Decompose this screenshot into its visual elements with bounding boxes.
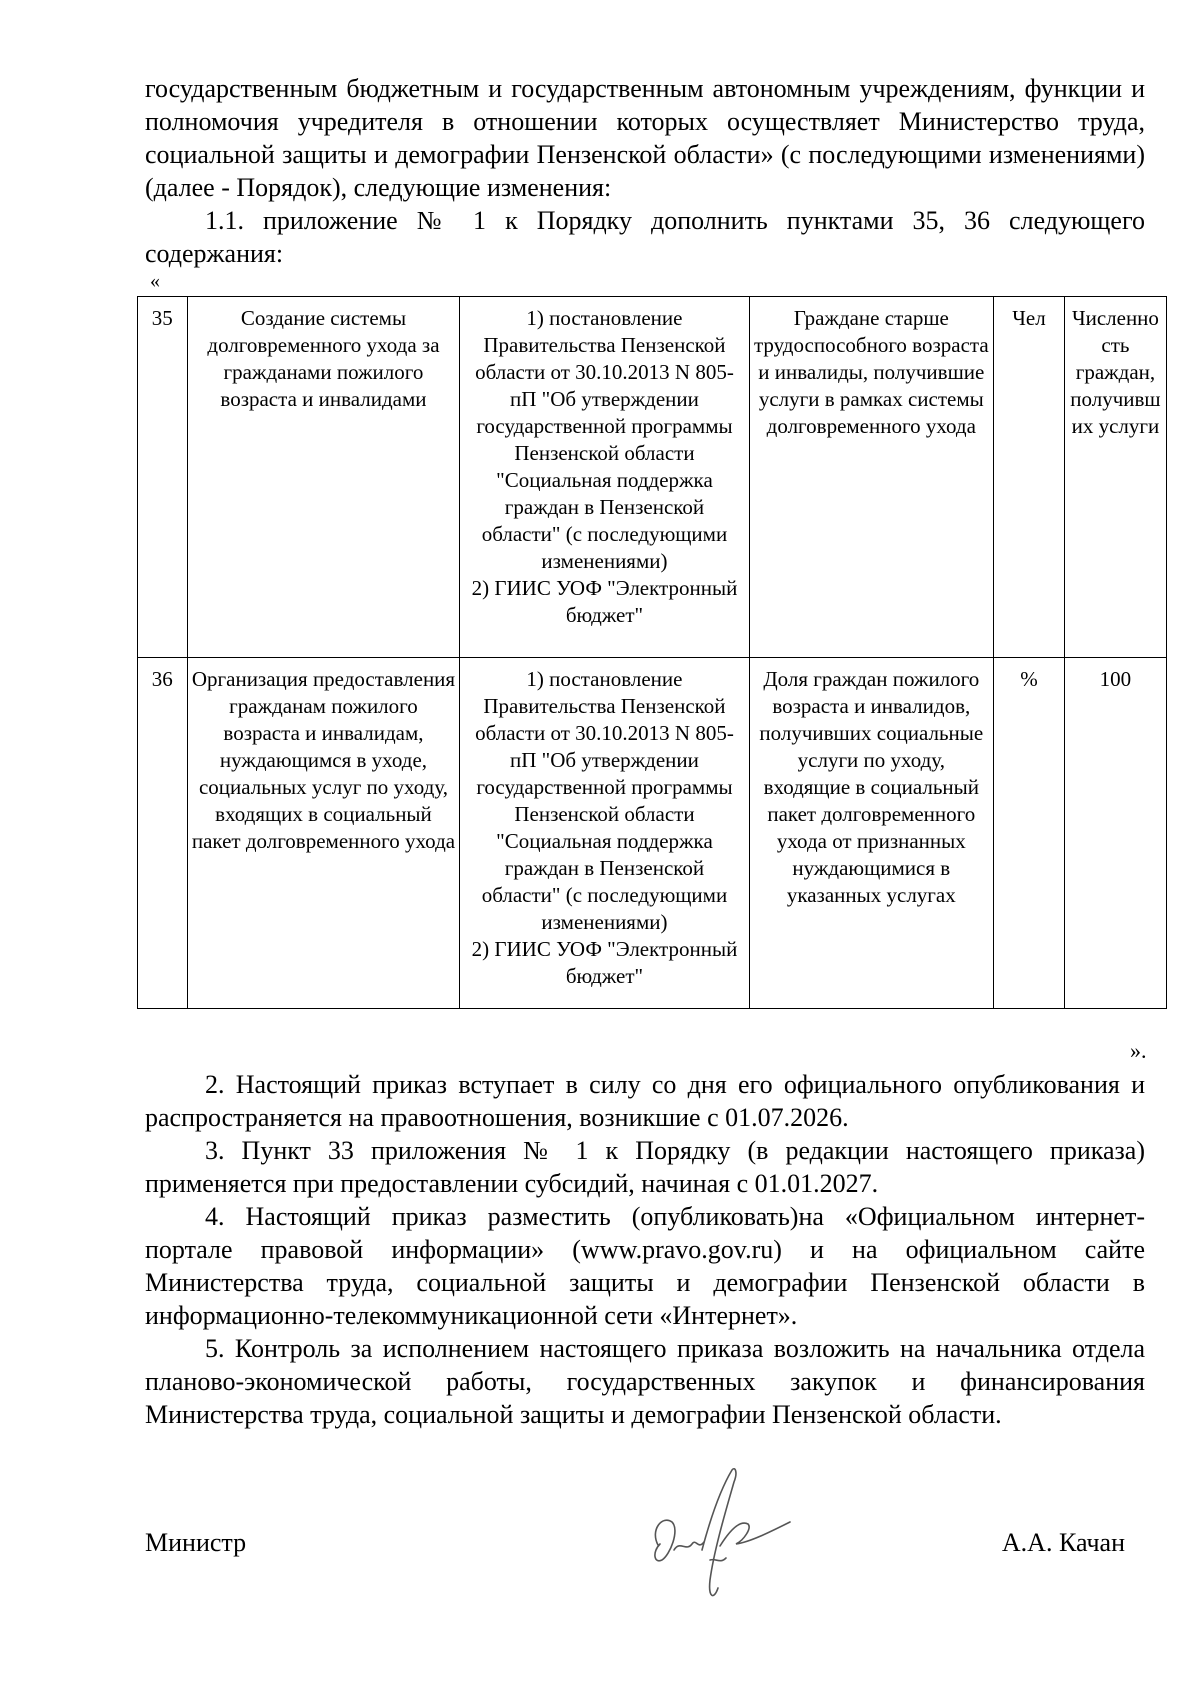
table-row bbox=[138, 658, 1167, 1009]
row-indicator: Доля граждан пожилого возраста и инвалидов, получивших социальные услуги по уходу, входящие в социальный пакет долговременного ухода от признанных нуждающимися в указанных услугах bbox=[749, 658, 994, 1009]
basis-item: 1) постановление Правительства Пензенской области от 30.10.2013 N 805-пП "Об утверждении государственной программы Пензенской области "Социальная поддержка граждан в Пензенской области" (с последующими изменениями) bbox=[475, 306, 734, 573]
basis-item: 2) ГИИС УОФ "Электронный бюджет" bbox=[471, 937, 738, 988]
signatory-position: Министр bbox=[145, 1528, 247, 1557]
row-basis bbox=[460, 658, 749, 1009]
row-number: 36 bbox=[138, 658, 188, 1009]
item-4: 4. Настоящий приказ разместить (опубликовать)на «Официальном интернет-портале правовой информации» (www.pravo.gov.ru) и на официальном сайте Министерства труда, социальной защиты и демографии Пензенской области в информационно-телекоммуникационной сети «Интернет». bbox=[145, 1202, 1145, 1330]
signatory-name: А.А. Качан bbox=[1001, 1528, 1125, 1557]
basis-item: 1) постановление Правительства Пензенской области от 30.10.2013 N 805-пП "Об утверждении государственной программы Пензенской области "Социальная поддержка граждан в Пензенской области" (с последующими изменениями) bbox=[475, 667, 734, 934]
indicators-table bbox=[137, 296, 1167, 1009]
item-5: 5. Контроль за исполнением настоящего приказа возложить на начальника отдела планово-экономической работы, государственных закупок и финансирования Министерства труда, социальной защиты и демографии Пензенской области. bbox=[145, 1334, 1145, 1429]
signature-block bbox=[145, 1518, 1125, 1578]
row-unit: Чел bbox=[994, 297, 1065, 658]
item-3: 3. Пункт 33 приложения № 1 к Порядку (в редакции настоящего приказа) применяется при предоставлении субсидий, начиная с 01.01.2027. bbox=[145, 1136, 1145, 1198]
basis-item: 2) ГИИС УОФ "Электронный бюджет" bbox=[471, 576, 738, 627]
quote-close: ». bbox=[1130, 1038, 1147, 1063]
table-row bbox=[138, 297, 1167, 658]
row-name: Создание системы долговременного ухода за гражданами пожилого возраста и инвалидами bbox=[187, 297, 460, 658]
item-1-1: 1.1. приложение № 1 к Порядку дополнить пунктами 35, 36 следующего содержания: bbox=[145, 206, 1145, 268]
row-value: Численность граждан, получивших услуги bbox=[1064, 297, 1166, 658]
row-unit: % bbox=[994, 658, 1065, 1009]
item-2: 2. Настоящий приказ вступает в силу со дня его официального опубликования и распространяется на правоотношения, возникшие с 01.07.2026. bbox=[145, 1070, 1145, 1132]
quote-open: « bbox=[150, 270, 160, 292]
row-value: 100 bbox=[1064, 658, 1166, 1009]
row-number: 35 bbox=[138, 297, 188, 658]
row-indicator: Граждане старше трудоспособного возраста и инвалиды, получившие услуги в рамках системы долговременного ухода bbox=[749, 297, 994, 658]
intro-paragraph: государственным бюджетным и государственным автономным учреждениям, функции и полномочия учредителя в отношении которых осуществляет Министерство труда, социальной защиты и демографии Пензенской области» (с последующими изменениями) (далее - Порядок), следующие изменения: bbox=[145, 74, 1145, 202]
row-name: Организация предоставления гражданам пожилого возраста и инвалидам, нуждающимся в уходе, социальных услуг по уходу, входящих в социальный пакет долговременного ухода bbox=[187, 658, 460, 1009]
row-basis bbox=[460, 297, 749, 658]
